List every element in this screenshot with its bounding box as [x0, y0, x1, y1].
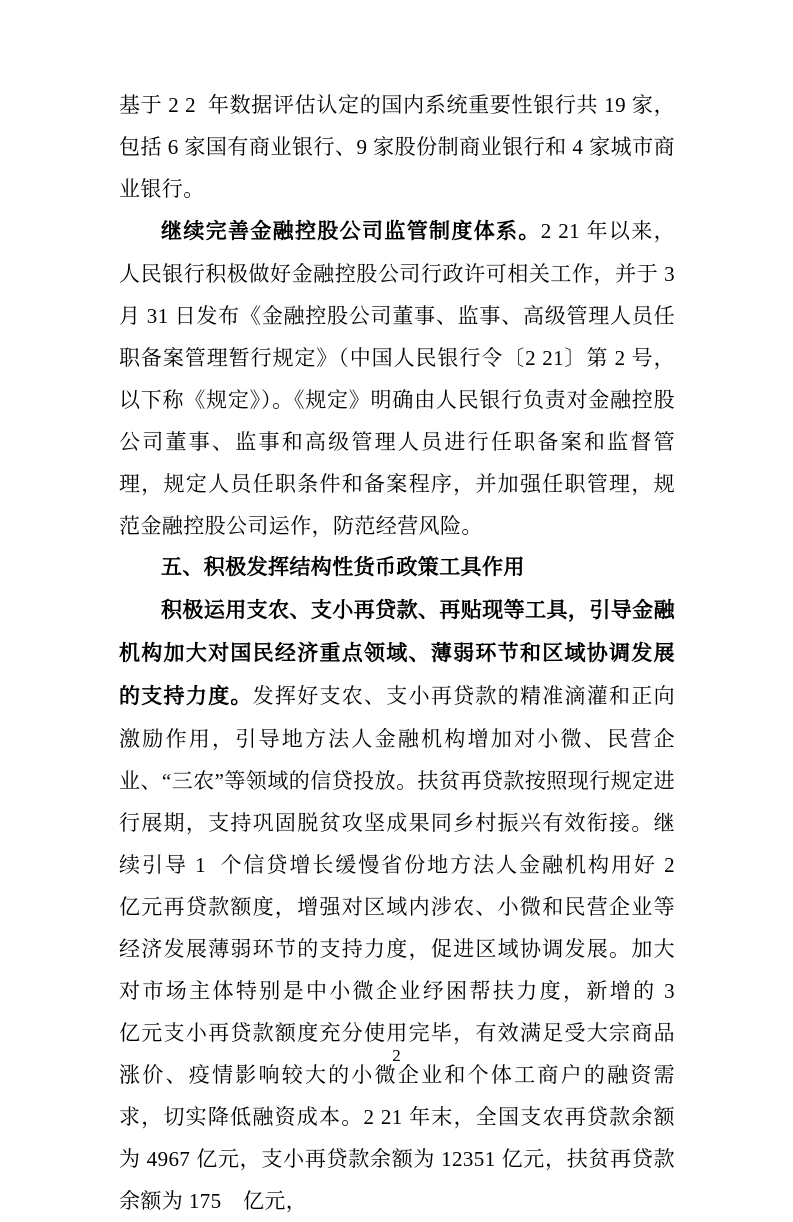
bold-text-segment: 继续完善金融控股公司监管制度体系。 [161, 220, 541, 243]
section-heading [119, 547, 675, 589]
paragraph [119, 84, 675, 210]
page-number: 2 [392, 1046, 401, 1065]
bold-text-segment: 五、积极发挥结构性货币政策工具作用 [161, 556, 525, 579]
body-text-segment: 基于 2 2 年数据评估认定的国内系统重要性银行共 19 家，包括 6 家国有商业银行、9 家股份制商业银行和 4 家城市商业银行。 [119, 93, 675, 201]
paragraph [119, 210, 681, 547]
body-text-segment: 发挥好支农、支小再贷款的精准滴灌和正向激励作用，引导地方法人金融机构增加对小微、民营企业、“三农”等领域的信贷投放。扶贫再贷款按照现行规定进行展期，支持巩固脱贫攻坚成果同乡村振兴有效衔接。继续引导 1 个信贷增长缓慢省份地方法人金融机构用好 2 亿元再贷款额度，增强对区域内涉农、小微和民营企业等经济发展薄弱环节的支持力度，促进区域协调发展。加大对市场主体特别是中小微企业纾困帮扶力度，新增的 3 亿元支小再贷款额度充分使用完毕，有效满足受大宗商品涨价、疫情影响较大的小微企业和个体工商户的融资需求，切实降低融资成本。2 21 年末，全国支农再贷款余额为 4967 亿元，支小再贷款余额为 12351 亿元，扶贫再贷款余额为 175 亿元， [119, 684, 718, 1213]
paragraph [119, 589, 718, 1222]
body-text-segment: 2 21 年以来，人民银行积极做好金融控股公司行政许可相关工作，并于 3 月 31 日发布《金融控股公司董事、监事、高级管理人员任职备案管理暂行规定》（中国人民银行令〔2 21〕第 2 号，以下称《规定》）。《规定》明确由人民银行负责对金融控股公司董事、监事和高级管理人员进行任职备案和监督管理，规定人员任职条件和备案程序，并加强任职管理，规范金融控股公司运作，防范经营风险。 [119, 219, 681, 538]
page-footer [0, 1046, 793, 1066]
bold-text-segment: 积极运用支农、支小再贷款、再贴现等工具，引导金融机构加大对国民经济重点领域、薄弱环节和区域协调发展的支持力度。 [119, 599, 675, 708]
